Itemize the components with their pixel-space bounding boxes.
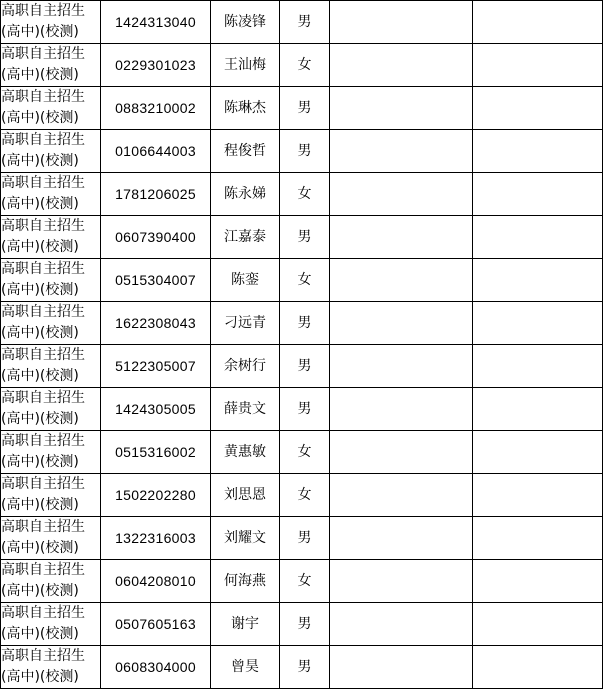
table-row — [1, 474, 603, 517]
table-row — [1, 44, 603, 87]
gender-cell: 男 — [280, 388, 330, 431]
table-row — [1, 302, 603, 345]
category-line2: (高中)(校测) — [1, 626, 79, 642]
category-line1: 高职自主招生 — [1, 3, 85, 19]
empty-cell — [473, 87, 603, 130]
category-line2: (高中)(校测) — [1, 325, 79, 341]
empty-cell — [330, 1, 473, 44]
candidate-name-cell: 谢宇 — [211, 603, 280, 646]
empty-cell — [473, 560, 603, 603]
category-cell — [1, 388, 101, 431]
gender-cell: 男 — [280, 87, 330, 130]
empty-cell — [330, 216, 473, 259]
empty-cell — [473, 388, 603, 431]
empty-cell — [330, 474, 473, 517]
roster-body — [1, 1, 603, 689]
gender-cell: 女 — [280, 44, 330, 87]
category-cell — [1, 431, 101, 474]
empty-cell — [473, 517, 603, 560]
category-line1: 高职自主招生 — [1, 89, 85, 105]
candidate-number-cell: 1424313040 — [101, 1, 211, 44]
category-cell — [1, 1, 101, 44]
candidate-number-cell: 0515304007 — [101, 259, 211, 302]
table-row — [1, 173, 603, 216]
category-cell — [1, 560, 101, 603]
gender-cell: 男 — [280, 603, 330, 646]
category-line2: (高中)(校测) — [1, 368, 79, 384]
candidate-number-cell: 5122305007 — [101, 345, 211, 388]
category-cell — [1, 603, 101, 646]
table-row — [1, 87, 603, 130]
candidate-number-cell: 0608304000 — [101, 646, 211, 689]
empty-cell — [330, 345, 473, 388]
candidate-name-cell: 薛贵文 — [211, 388, 280, 431]
candidate-number-cell: 0607390400 — [101, 216, 211, 259]
category-line2: (高中)(校测) — [1, 497, 79, 513]
empty-cell — [473, 173, 603, 216]
table-row — [1, 388, 603, 431]
candidate-name-cell: 黄惠敏 — [211, 431, 280, 474]
empty-cell — [330, 431, 473, 474]
category-cell — [1, 259, 101, 302]
gender-cell: 女 — [280, 431, 330, 474]
category-cell — [1, 130, 101, 173]
gender-cell: 男 — [280, 517, 330, 560]
table-row — [1, 216, 603, 259]
category-line1: 高职自主招生 — [1, 46, 85, 62]
category-line2: (高中)(校测) — [1, 669, 79, 685]
gender-cell: 女 — [280, 560, 330, 603]
empty-cell — [330, 130, 473, 173]
category-line1: 高职自主招生 — [1, 648, 85, 664]
table-row — [1, 259, 603, 302]
table-row — [1, 517, 603, 560]
candidate-number-cell: 1781206025 — [101, 173, 211, 216]
empty-cell — [473, 130, 603, 173]
empty-cell — [330, 517, 473, 560]
empty-cell — [473, 44, 603, 87]
category-line2: (高中)(校测) — [1, 239, 79, 255]
category-line2: (高中)(校测) — [1, 196, 79, 212]
empty-cell — [330, 646, 473, 689]
category-line2: (高中)(校测) — [1, 454, 79, 470]
candidate-number-cell: 1502202280 — [101, 474, 211, 517]
category-line1: 高职自主招生 — [1, 562, 85, 578]
candidate-name-cell: 刁远青 — [211, 302, 280, 345]
candidate-name-cell: 江嘉泰 — [211, 216, 280, 259]
candidate-name-cell: 何海燕 — [211, 560, 280, 603]
empty-cell — [473, 646, 603, 689]
category-cell — [1, 173, 101, 216]
candidate-number-cell: 0604208010 — [101, 560, 211, 603]
empty-cell — [473, 474, 603, 517]
candidate-name-cell: 程俊哲 — [211, 130, 280, 173]
category-line1: 高职自主招生 — [1, 304, 85, 320]
candidate-number-cell: 0106644003 — [101, 130, 211, 173]
gender-cell: 男 — [280, 345, 330, 388]
table-row — [1, 1, 603, 44]
gender-cell: 男 — [280, 130, 330, 173]
candidate-name-cell: 刘耀文 — [211, 517, 280, 560]
empty-cell — [473, 603, 603, 646]
candidate-name-cell: 王汕梅 — [211, 44, 280, 87]
category-cell — [1, 87, 101, 130]
candidate-name-cell: 陈凌锋 — [211, 1, 280, 44]
category-cell — [1, 646, 101, 689]
empty-cell — [330, 87, 473, 130]
candidate-name-cell: 陈琳杰 — [211, 87, 280, 130]
empty-cell — [330, 603, 473, 646]
gender-cell: 男 — [280, 1, 330, 44]
table-row — [1, 560, 603, 603]
empty-cell — [330, 259, 473, 302]
category-line1: 高职自主招生 — [1, 132, 85, 148]
category-line1: 高职自主招生 — [1, 433, 85, 449]
category-line1: 高职自主招生 — [1, 519, 85, 535]
gender-cell: 男 — [280, 646, 330, 689]
category-line1: 高职自主招生 — [1, 390, 85, 406]
table-row — [1, 130, 603, 173]
category-line2: (高中)(校测) — [1, 67, 79, 83]
table-row — [1, 431, 603, 474]
gender-cell: 女 — [280, 173, 330, 216]
gender-cell: 男 — [280, 302, 330, 345]
candidate-name-cell: 陈永娣 — [211, 173, 280, 216]
empty-cell — [330, 302, 473, 345]
candidate-name-cell: 陈銮 — [211, 259, 280, 302]
category-cell — [1, 216, 101, 259]
category-line2: (高中)(校测) — [1, 411, 79, 427]
gender-cell: 女 — [280, 259, 330, 302]
table-row — [1, 603, 603, 646]
candidate-number-cell: 0883210002 — [101, 87, 211, 130]
empty-cell — [330, 173, 473, 216]
category-line2: (高中)(校测) — [1, 282, 79, 298]
gender-cell: 女 — [280, 474, 330, 517]
category-line1: 高职自主招生 — [1, 605, 85, 621]
gender-cell: 男 — [280, 216, 330, 259]
candidate-name-cell: 曾昊 — [211, 646, 280, 689]
candidate-name-cell: 刘思恩 — [211, 474, 280, 517]
empty-cell — [473, 1, 603, 44]
table-row — [1, 646, 603, 689]
category-line1: 高职自主招生 — [1, 175, 85, 191]
category-cell — [1, 345, 101, 388]
category-line1: 高职自主招生 — [1, 476, 85, 492]
candidate-number-cell: 1622308043 — [101, 302, 211, 345]
category-line2: (高中)(校测) — [1, 110, 79, 126]
empty-cell — [330, 560, 473, 603]
category-cell — [1, 517, 101, 560]
table-row — [1, 345, 603, 388]
empty-cell — [473, 302, 603, 345]
empty-cell — [473, 259, 603, 302]
category-line2: (高中)(校测) — [1, 153, 79, 169]
category-line1: 高职自主招生 — [1, 347, 85, 363]
category-cell — [1, 302, 101, 345]
empty-cell — [473, 216, 603, 259]
empty-cell — [473, 345, 603, 388]
category-line2: (高中)(校测) — [1, 583, 79, 599]
category-line1: 高职自主招生 — [1, 261, 85, 277]
candidate-number-cell: 0507605163 — [101, 603, 211, 646]
empty-cell — [330, 388, 473, 431]
category-line2: (高中)(校测) — [1, 24, 79, 40]
category-cell — [1, 44, 101, 87]
empty-cell — [473, 431, 603, 474]
category-line2: (高中)(校测) — [1, 540, 79, 556]
candidate-name-cell: 余树行 — [211, 345, 280, 388]
candidate-number-cell: 1424305005 — [101, 388, 211, 431]
candidate-number-cell: 0515316002 — [101, 431, 211, 474]
category-cell — [1, 474, 101, 517]
category-line1: 高职自主招生 — [1, 218, 85, 234]
empty-cell — [330, 44, 473, 87]
candidate-number-cell: 0229301023 — [101, 44, 211, 87]
candidate-number-cell: 1322316003 — [101, 517, 211, 560]
